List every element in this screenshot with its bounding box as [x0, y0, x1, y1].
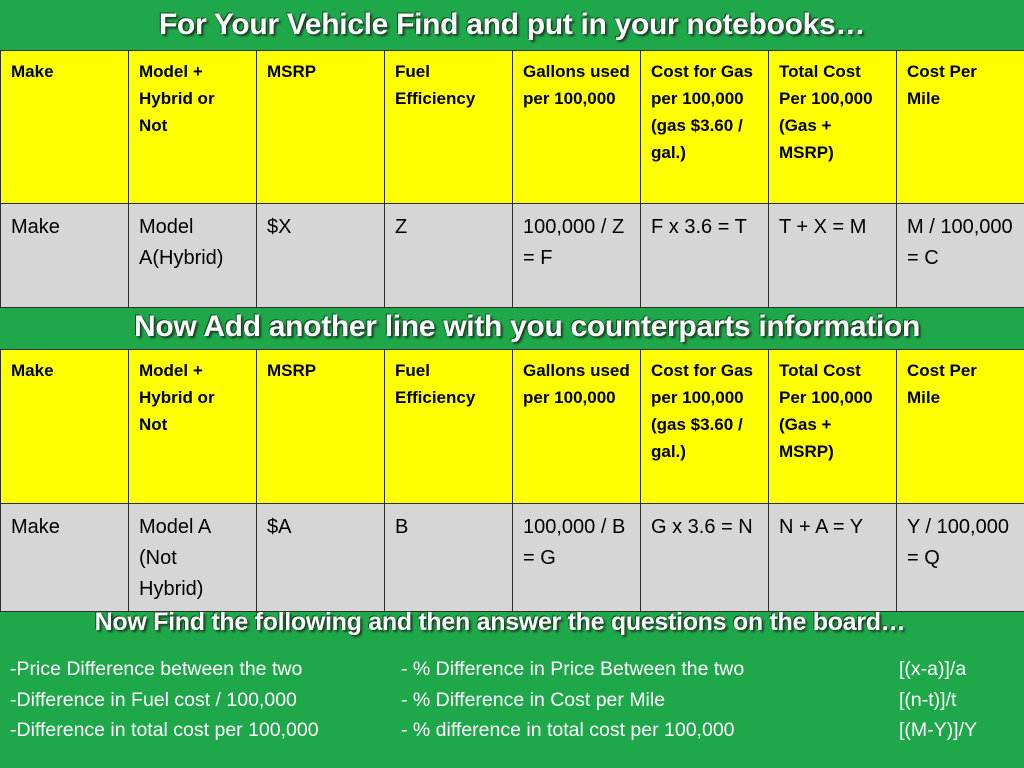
- percent-difference-item: - % difference in total cost per 100,000: [401, 719, 735, 741]
- table-row: [1, 504, 1024, 612]
- column-header-gallons: Gallons used per 100,000: [513, 350, 641, 504]
- cell-total-cost: N + A = Y: [769, 504, 897, 612]
- difference-item: -Difference in Fuel cost / 100,000: [10, 688, 297, 711]
- column-header-total-cost: Total Cost Per 100,000 (Gas + MSRP): [769, 350, 897, 504]
- cell-msrp: $X: [257, 204, 385, 308]
- header-row: [1, 350, 1024, 504]
- cell-gallons: 100,000 / B = G: [513, 504, 641, 612]
- formula-text: [(n-t)]/t: [899, 688, 957, 711]
- column-header-total-cost: Total Cost Per 100,000 (Gas + MSRP): [769, 51, 897, 204]
- counterpart-heading: Now Add another line with you counterparts information: [133, 310, 921, 343]
- cell-fuel-efficiency: B: [385, 504, 513, 612]
- column-header-model: Model + Hybrid or Not: [129, 350, 257, 504]
- cell-make: Make: [1, 204, 129, 308]
- cell-gallons: 100,000 / Z = F: [513, 204, 641, 308]
- cell-total-cost: T + X = M: [769, 204, 897, 308]
- table-row: [1, 204, 1024, 308]
- cell-gas-cost: G x 3.6 = N: [641, 504, 769, 612]
- cell-cost-per-mile: M / 100,000 = C: [897, 204, 1024, 308]
- cell-fuel-efficiency: Z: [385, 204, 513, 308]
- column-header-model: Model + Hybrid or Not: [129, 51, 257, 204]
- column-header-gas-cost: Cost for Gas per 100,000 (gas $3.60 / gal.): [641, 350, 769, 504]
- formula-text: [(M-Y)]/Y: [899, 719, 977, 741]
- header-row: [1, 51, 1024, 204]
- percent-difference-item: - % Difference in Cost per Mile: [401, 688, 666, 711]
- difference-item: -Difference in total cost per 100,000: [10, 719, 319, 741]
- column-header-cost-per-mile: Cost Per Mile: [897, 350, 1024, 504]
- cell-cost-per-mile: Y / 100,000 = Q: [897, 504, 1024, 612]
- cell-gas-cost: F x 3.6 = T: [641, 204, 769, 308]
- cell-model: Model A (Not Hybrid): [129, 504, 257, 612]
- cell-make: Make: [1, 504, 129, 612]
- percent-difference-item: - % Difference in Price Between the two: [401, 658, 745, 680]
- cell-msrp: $A: [257, 504, 385, 612]
- column-header-make: Make: [1, 51, 129, 204]
- title-heading: For Your Vehicle Find and put in your notebooks…: [158, 8, 866, 41]
- vehicle-table: [0, 50, 1024, 308]
- instructions-heading: Now Find the following and then answer the questions on the board…: [94, 608, 906, 636]
- column-header-fuel-efficiency: Fuel Efficiency: [385, 51, 513, 204]
- column-header-gas-cost: Cost for Gas per 100,000 (gas $3.60 / gal.): [641, 51, 769, 204]
- difference-item: -Price Difference between the two: [10, 658, 303, 680]
- column-header-msrp: MSRP: [257, 51, 385, 204]
- column-header-msrp: MSRP: [257, 350, 385, 504]
- counterpart-table: [0, 349, 1024, 612]
- cell-model: Model A(Hybrid): [129, 204, 257, 308]
- column-header-fuel-efficiency: Fuel Efficiency: [385, 350, 513, 504]
- formula-text: [(x-a)]/a: [899, 658, 967, 680]
- column-header-gallons: Gallons used per 100,000: [513, 51, 641, 204]
- column-header-make: Make: [1, 350, 129, 504]
- column-header-cost-per-mile: Cost Per Mile: [897, 51, 1024, 204]
